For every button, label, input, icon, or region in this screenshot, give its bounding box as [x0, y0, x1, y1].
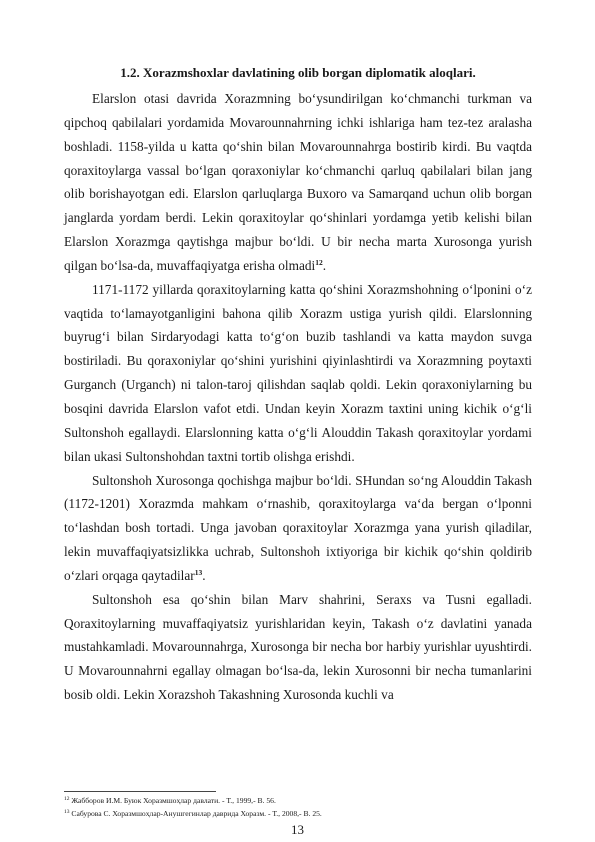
paragraph-text: 1171-1172 yillarda qoraxitoylarning katta qo‘shini Xorazmshohning o‘lponini o‘z vaqtida to‘lamayotganligini bahona qilib Xorazm ustiga yurish qildi. Elarslonning buyrug‘i bilan Sirdaryodagi katta to‘g‘on buzib tashlandi va katta maydon suvga bostiriladi. Bu qoraxoniylar qo‘shini yurishini qiyinlashtirdi va Xorazmning poytaxti Gurganch (Urganch) ni talon-taroj qilishdan saqlab qoldi. Lekin qoraxoniylarning bu bosqini davrida Elarslon vafot etdi. Undan keyin Xorazm taxtini uning kichik o‘g‘li Sultonshoh egallaydi. Elarslonning katta o‘g‘li Alouddin Takash qoraxitoylar yordami bilan ukasi Sultonshohdan taxtni tortib olishga erishdi.: [64, 281, 532, 464]
paragraph-2: [64, 278, 532, 469]
paragraph-tail: .: [202, 567, 206, 583]
footnote-separator: [64, 791, 216, 792]
body-text: [64, 87, 532, 707]
footnote-text: Жабборов И.М. Буюк Хоразмшоҳлар давлати. - Т., 1999,- B. 56.: [71, 796, 276, 805]
footnote-item: [64, 807, 532, 820]
paragraph-text: Elarslon otasi davrida Xorazmning bo‘ysundirilgan ko‘chmanchi turkman va qipchoq qabilalari yordamida Movarounnahrning ichki ishlariga ham tez-tez aralasha boshladi. 1158-yilda u katta qo‘shin bilan Movarounnahrga bostirib kirdi. Bu vaqtda qoraxitoylarga vassal bo‘lgan qoraxoniylar ko‘chmanchi qarluq qabilalari bilan jang olib borishayotgan edi. Elarslon qarluqlarga Buxoro va Samarqand uchun olib borgan janglarda yordam berdi. Lekin qoraxitoylar qo‘shinlari yordamga yetib kelishi bilan Elarslon Xorazmga qaytishga majbur bo‘ldi. U bir necha marta Xurosonga yurish qilgan bo‘lsa-da, muvaffaqiyatga erisha olmadi: [64, 91, 532, 273]
paragraph-4: [64, 588, 532, 707]
paragraph-1: [64, 87, 532, 278]
paragraph-tail: .: [322, 257, 327, 273]
footnote-reference: 13: [194, 567, 203, 577]
paragraph-text: Sultonshoh esa qo‘shin bilan Marv shahrini, Seraxs va Tusni egalladi. Qoraxitoylarning muvaffaqiyatsiz yurishlaridan keyin, Takash o‘z davlatini yanada mustahkamladi. Movarounnahrga, Xurosonga bir necha bor harbiy yurishlar uyushtirdi. U Movarounnahrni egallay olmagan bo‘lsa-da, lekin Xurosonni bir necha tumanlarini bosib oldi. Lekin Xorazshoh Takashning Xurosonda kuchli va: [64, 591, 532, 703]
paragraph-3: [64, 469, 532, 588]
footnote-reference: 12: [315, 257, 323, 267]
paragraph-text: Sultonshoh Xurosonga qochishga majbur bo‘ldi. SHundan so‘ng Alouddin Takash (1172-1201) Xorazmda mahkam o‘rnashib, qoraxitoylarga va‘da bergan o‘lponni to‘lashdan bosh tortadi. Unga javoban qoraxitoylar Xorazmga yana yurish qiladilar, lekin muvaffaqiyatsizlikka uchrab, Sultonshoh ixtiyoriga bir kichik qo‘shin qoldirib o‘zlari orqaga qaytadilar: [64, 472, 532, 583]
footnote-item: [64, 794, 532, 807]
footnote-number: 13: [64, 809, 70, 815]
footnote-number: 12: [64, 796, 70, 802]
section-heading: 1.2. Xorazmshoxlar davlatining olib borgan diplomatik aloqlari.: [120, 65, 476, 80]
page-number: 13: [291, 822, 304, 837]
footnote-text: Сабурова С. Хоразмшоҳлар-Анушгегинлар даврида Хоразм. - Т., 2008,- B. 25.: [71, 809, 322, 818]
footnotes: [64, 794, 532, 820]
